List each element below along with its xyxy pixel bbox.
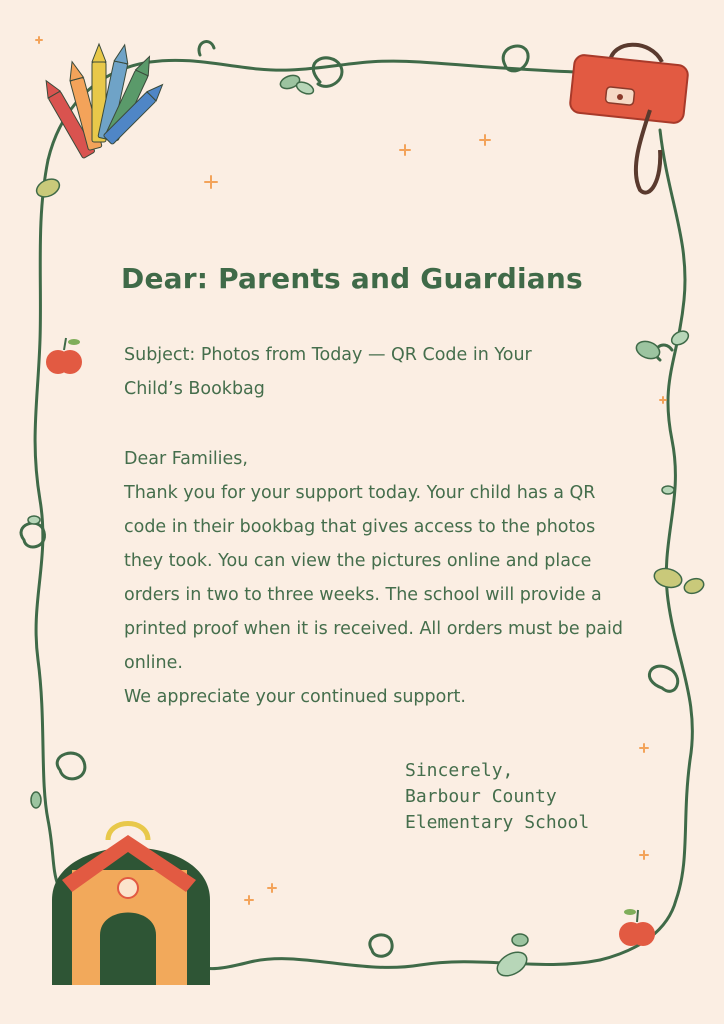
subject-line: Subject: Photos from Today — QR Code in Your Child’s Bookbag	[124, 345, 532, 399]
backpack-icon	[569, 45, 688, 193]
crayons-icon	[40, 43, 167, 158]
sender-line-2: Elementary School	[405, 812, 590, 833]
signoff	[405, 758, 589, 836]
salutation: Dear Families,	[124, 449, 248, 469]
closing-line: We appreciate your continued support.	[124, 687, 466, 707]
sender-line-1: Barbour County	[405, 786, 557, 807]
letter-body	[124, 442, 624, 714]
schoolhouse-icon	[52, 824, 210, 986]
apple-icon	[46, 338, 82, 374]
valediction: Sincerely,	[405, 760, 514, 781]
body-paragraph: Thank you for your support today. Your child has a QR code in their bookbag that gives access to the photos they took. You can view the pictures online and place orders in two to three weeks. The school will provide a printed proof when it is received. All orders must be paid online.	[124, 483, 623, 673]
apple-icon	[619, 909, 655, 946]
letter-title: Dear: Parents and Guardians	[121, 262, 583, 295]
